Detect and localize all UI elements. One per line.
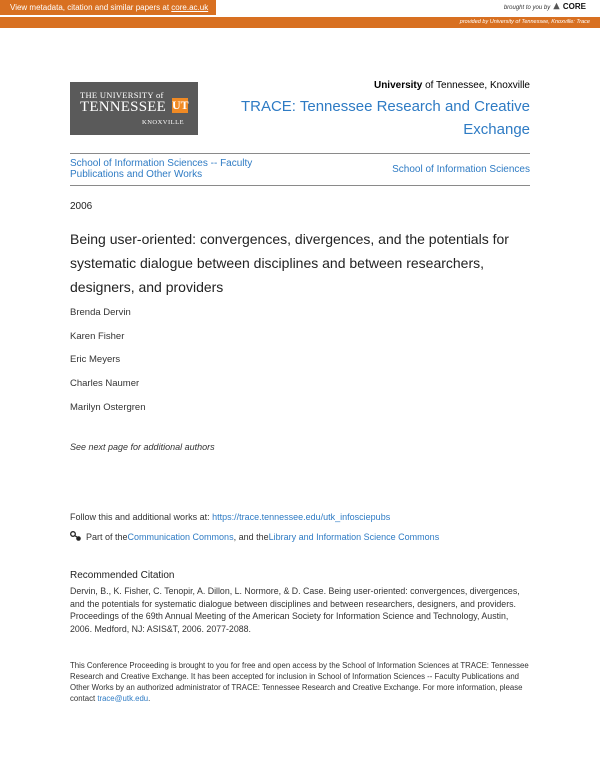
- part-of-line: [70, 531, 439, 542]
- author: Marilyn Ostergren: [70, 402, 146, 413]
- logo-line-2: TENNESSEE: [80, 99, 166, 115]
- footer-notice: [70, 660, 532, 704]
- part-of-middle: , and the: [233, 531, 269, 542]
- recommended-citation-body: Dervin, B., K. Fisher, C. Tenopir, A. Dillon, L. Normore, & D. Case. Being user-oriented: convergences, divergences, and the potentials for systematic dialogue between disciplines and between researchers, designers, and providers. Proceedings of the 69th Annual Meeting of the American Society for Information Science and Technology, Austin, 2006. Medford, NJ: ASIS&T, 2006. 2077-2088.: [70, 586, 520, 634]
- logo-ut-mark: UT: [172, 98, 189, 112]
- core-logo-text: CORE: [562, 2, 586, 11]
- publication-year: 2006: [70, 201, 93, 212]
- author: Charles Naumer: [70, 378, 140, 389]
- divider-top: [70, 153, 530, 154]
- core-logo-icon: [552, 2, 561, 10]
- footer-text: This Conference Proceeding is brought to you for free and open access by the School of Information Sciences at TRACE: Tennessee Research and Creative Exchange. It has been accepted for inclusion in School of Information Sciences -- Faculty Publications and Other Works by an authorized administrator of TRACE: Tennessee Research and Creative Exchange. For more information, please contact: [70, 661, 529, 703]
- divider-bottom: [70, 185, 530, 186]
- repository-title-link[interactable]: TRACE: Tennessee Research and Creative Exchange: [240, 98, 530, 138]
- university-logo: [70, 82, 198, 135]
- part-of-prefix: Part of the: [86, 531, 128, 542]
- logo-line-3: KNOXVILLE: [142, 119, 185, 126]
- core-link-prefix: View metadata, citation and similar papers at: [10, 3, 172, 12]
- brought-by-text: brought to you by: [503, 5, 551, 11]
- core-link-domain[interactable]: core.ac.uk: [171, 3, 209, 12]
- network-commons-icon: [70, 531, 82, 542]
- contact-email-link[interactable]: trace@utk.edu: [97, 694, 149, 703]
- paper-title: Being user-oriented: convergences, divergences, and the potentials for systematic dialogue between disciplines and between researchers, designers, and providers: [70, 231, 509, 295]
- recommended-citation-heading: Recommended Citation: [70, 570, 175, 581]
- institution-rest: of Tennessee, Knoxville: [422, 80, 530, 91]
- follow-url-link[interactable]: https://trace.tennessee.edu/utk_infosciepubs: [212, 512, 391, 522]
- provided-by: provided by University of Tennessee, Knoxville: Trace: [0, 17, 600, 28]
- library-science-commons-link[interactable]: Library and Information Science Commons: [268, 531, 440, 542]
- institution-bold: University: [373, 80, 423, 91]
- collection-link-school[interactable]: School of Information Sciences: [392, 164, 530, 175]
- footer-end: .: [148, 694, 151, 703]
- collection-link-faculty[interactable]: School of Information Sciences -- Faculty Publications and Other Works: [70, 158, 253, 180]
- author: Eric Meyers: [70, 354, 121, 365]
- brought-by-core[interactable]: [504, 2, 586, 11]
- core-banner: [0, 0, 600, 28]
- communication-commons-link[interactable]: Communication Commons: [127, 531, 234, 542]
- author: Karen Fisher: [70, 331, 125, 342]
- logo-line-1: THE UNIVERSITY of: [80, 90, 164, 100]
- institution-name: [374, 80, 530, 91]
- author: Brenda Dervin: [70, 307, 131, 318]
- see-next-page-note: See next page for additional authors: [70, 442, 215, 452]
- follow-text: Follow this and additional works at:: [70, 512, 213, 522]
- core-metadata-link[interactable]: [0, 0, 216, 15]
- follow-line: [70, 512, 390, 522]
